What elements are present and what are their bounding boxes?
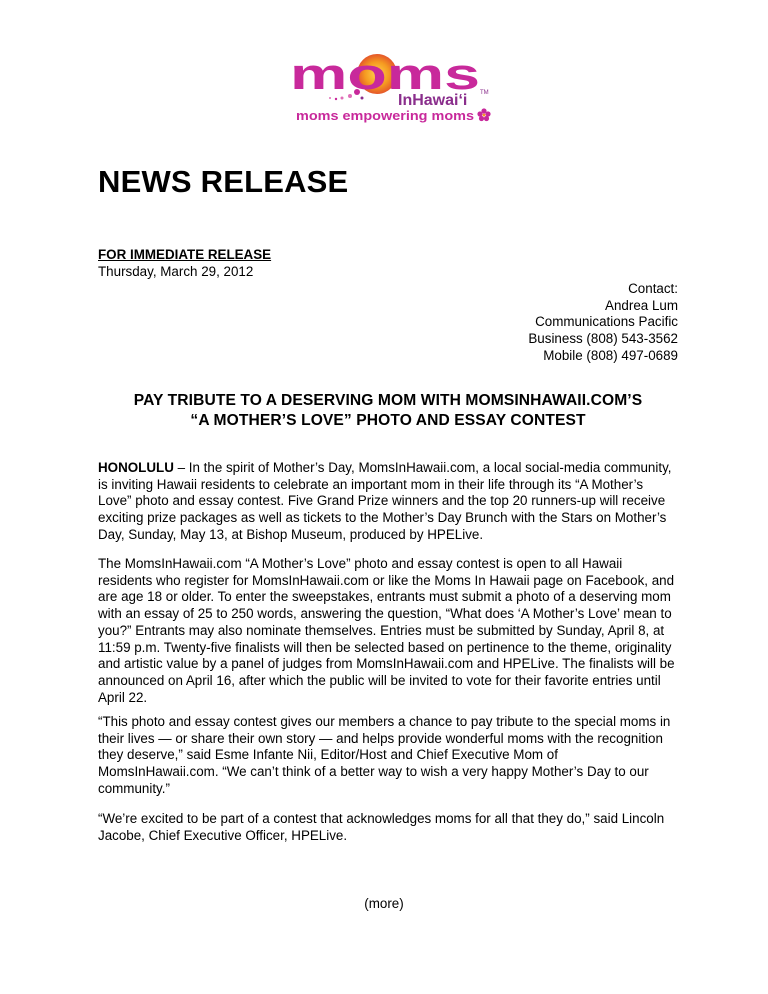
contact-label: Contact: (628, 281, 678, 296)
logo-wordmark: moms (290, 52, 480, 99)
page-title: NEWS RELEASE (98, 164, 349, 199)
paragraph-1 (98, 460, 678, 544)
logo-tagline: moms empowering moms (296, 109, 475, 123)
contact-company: Communications Pacific (535, 314, 678, 330)
dateline: HONOLULU (98, 460, 174, 475)
contact-mobile-phone: Mobile (808) 497-0689 (543, 347, 678, 363)
continued-marker: (more) (364, 896, 404, 911)
release-type: FOR IMMEDIATE RELEASE (98, 247, 272, 262)
contact-business-phone: Business (808) 543-3562 (528, 331, 678, 347)
headline (98, 391, 678, 430)
moms-in-hawaii-logo (290, 52, 500, 126)
logo-graphic (290, 52, 500, 126)
paragraph-1-text: – In the spirit of Mother’s Day, MomsInHawaii.com, a local social-media community, is inviting Hawaii residents to celebrate an important mom in their life through its “A Mother’s Love” photo and essay contest. Five Grand Prize winners and the top 20 runners-up will receive exciting prize packages as well as tickets to the Mother’s Day Brunch with the Stars on Mother’s Day, Sunday, May 13, at Bishop Museum, produced by HPELive. (98, 460, 672, 542)
contact-name: Andrea Lum (605, 297, 678, 313)
headline-line-1: PAY TRIBUTE TO A DESERVING MOM WITH MOMSINHAWAII.COM’S (133, 392, 643, 409)
headline-line-2: “A MOTHER’S LOVE” PHOTO AND ESSAY CONTEST (190, 411, 586, 429)
contact-block (528, 281, 678, 365)
logo-trademark: TM (480, 90, 489, 96)
paragraph-2: The MomsInHawaii.com “A Mother’s Love” photo and essay contest is open to all Hawaii residents who register for MomsInHawaii.com or like the Moms In Hawaii page on Facebook, and are age 18 or older. To enter the sweepstakes, entrants must submit a photo of a deserving mom with an essay of 25 to 250 words, answering the question, “What does ‘A Mother’s Love’ mean to you?” Entrants may also nominate themselves. Entries must be submitted by Sunday, April 8, at 11:59 p.m. Twenty-five finalists will then be selected based on pertinence to the theme, originality and artistic value by a panel of judges from MomsInHawaii.com and HPELive. The finalists will be announced on April 16, after which the public will be invited to vote for their favorite entries until April 22. (98, 556, 675, 705)
paragraph-4: “We’re excited to be part of a contest that acknowledges moms for all that they do,” said Lincoln Jacobe, Chief Executive Officer, HPELive. (98, 811, 665, 843)
logo-sub: InHawai‘i (398, 92, 468, 109)
release-date: Thursday, March 29, 2012 (98, 264, 254, 279)
paragraph-3: “This photo and essay contest gives our members a chance to pay tribute to the special moms in their lives — or share their own story — and helps provide wonderful moms with the recognition they deserve,” said Esme Infante Nii, Editor/Host and Chief Executive Mom of MomsInHawaii.com. “We can’t think of a better way to wish a very happy Mother’s Day to our community.” (98, 714, 671, 796)
hibiscus-icon (477, 108, 490, 121)
